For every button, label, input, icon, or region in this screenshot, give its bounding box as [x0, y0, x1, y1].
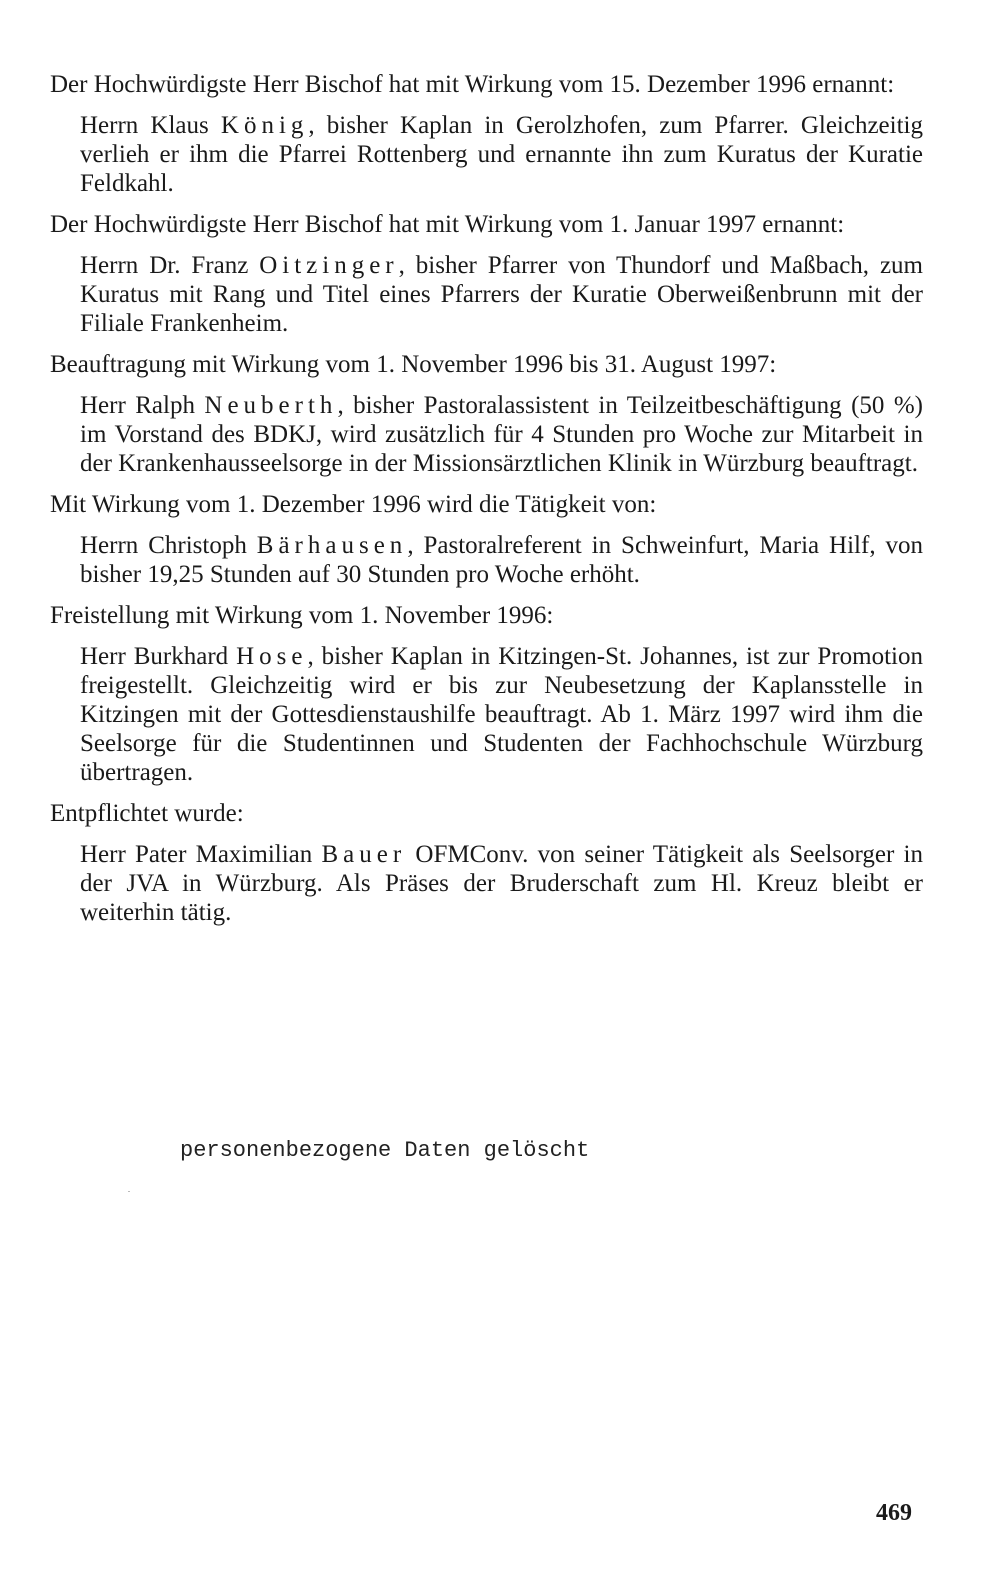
entry-5-heading: Freistellung mit Wirkung vom 1. November 1996: — [50, 602, 554, 629]
document-body — [50, 70, 923, 939]
entry-1-heading: Der Hochwürdigste Herr Bischof hat mit Wirkung vom 15. Dezember 1996 ernannt: — [50, 71, 895, 98]
person-name: Oitzinger — [259, 252, 399, 279]
entry-5-text: Herr Burkhard Hose, bisher Kaplan in Kitzingen-St. Johannes, ist zur Promotion freigestellt. Gleichzeitig wird er bis zur Neubesetzung der Kaplansstelle in Kitzingen mit der Gottesdienstaushilfe beauftragt. Ab 1. März 1997 wird ihm die Seelsorge für die Studentinnen und Studenten der Fachhochschule Würzburg übertragen. — [80, 643, 923, 786]
person-name: Hose — [236, 643, 308, 670]
entry-2-heading: Der Hochwürdigste Herr Bischof hat mit Wirkung vom 1. Januar 1997 ernannt: — [50, 211, 845, 238]
person-name: Neuberth — [204, 392, 338, 419]
entry-3-text: Herr Ralph Neuberth, bisher Pastoralassistent in Teilzeitbeschäftigung (50 %) im Vorstand des BDKJ, wird zusätzlich für 4 Stunden pro Woche zur Mitarbeit in der Krankenhausseelsorge in der Missionsärztlichen Klinik in Würzburg beauftragt. — [80, 392, 923, 477]
entry-2-text: Herrn Dr. Franz Oitzinger, bisher Pfarrer von Thundorf und Maßbach, zum Kuratus mit Rang und Titel eines Pfarrers der Kuratie Oberweißenbrunn mit der Filiale Frankenheim. — [80, 252, 923, 337]
scan-speck — [128, 1191, 130, 1192]
entry-3-heading: Beauftragung mit Wirkung vom 1. November 1996 bis 31. August 1997: — [50, 351, 777, 378]
person-name: König — [220, 112, 309, 139]
page-number: 469 — [876, 1500, 912, 1526]
redaction-note: personenbezogene Daten gelöscht — [180, 1138, 590, 1163]
entry-6-text: Herr Pater Maximilian Bauer OFMConv. von seiner Tätigkeit als Seelsorger in der JVA in Würzburg. Als Präses der Bruderschaft zum Hl. Kreuz bleibt er weiterhin tätig. — [80, 841, 923, 926]
entry-1-text: Herrn Klaus König, bisher Kaplan in Gerolzhofen, zum Pfarrer. Gleichzeitig verlieh er ihm die Pfarrei Rottenberg und ernannte ihn zum Kuratus der Kuratie Feldkahl. — [80, 112, 923, 197]
person-name: Bärhausen — [256, 532, 408, 559]
entry-6-heading: Entpflichtet wurde: — [50, 800, 244, 827]
person-name: Bauer — [321, 841, 407, 868]
entry-4-heading: Mit Wirkung vom 1. Dezember 1996 wird die Tätigkeit von: — [50, 491, 657, 518]
entry-4-text: Herrn Christoph Bärhausen, Pastoralreferent in Schweinfurt, Maria Hilf, von bisher 19,25 Stunden auf 30 Stunden pro Woche erhöht. — [80, 532, 923, 588]
